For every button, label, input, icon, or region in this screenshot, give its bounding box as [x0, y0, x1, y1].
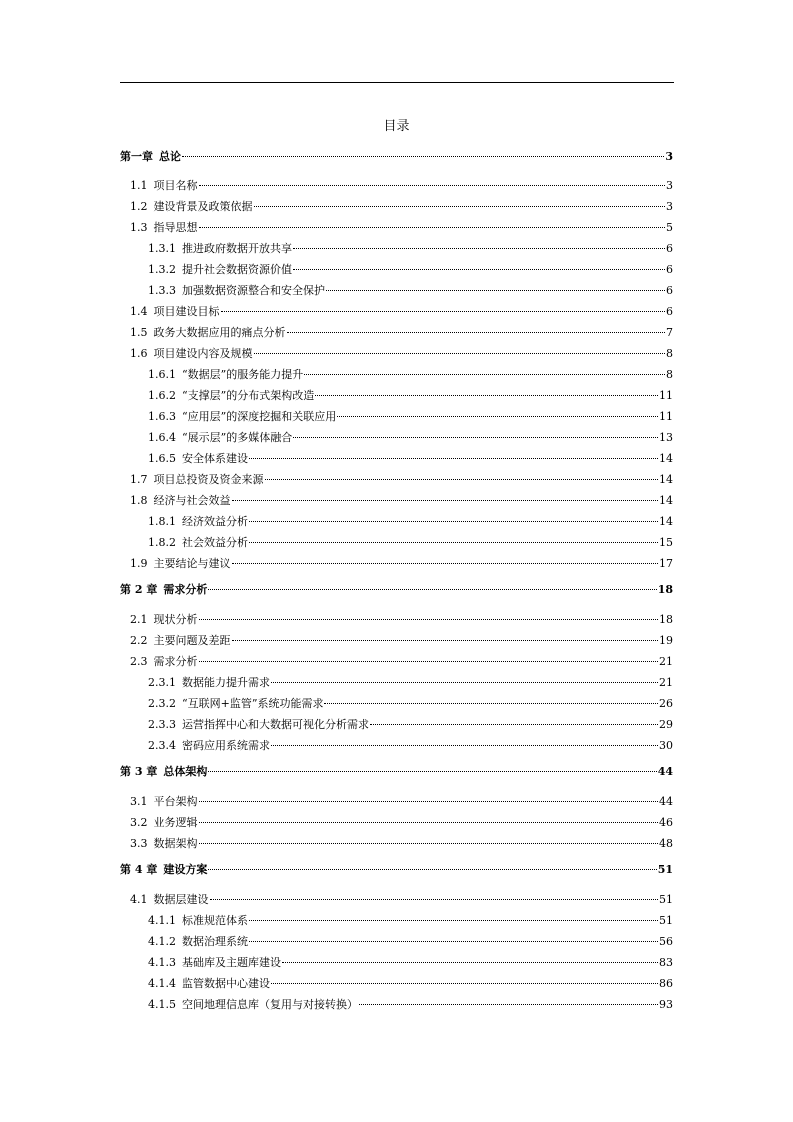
toc-entry-number: 2.3 — [130, 655, 148, 668]
toc-entry-page-number: 26 — [659, 697, 673, 710]
toc-entry-number: 2.3.2 — [148, 697, 176, 710]
toc-entry[interactable] — [148, 282, 673, 299]
toc-entry[interactable] — [130, 611, 673, 628]
toc-entry-page-number: 21 — [659, 655, 673, 668]
toc-title: 目录 — [383, 119, 410, 134]
toc-entry[interactable] — [130, 219, 673, 236]
toc-entry-number: 1.6.2 — [148, 389, 176, 402]
toc-entry-number: 4.1.2 — [148, 935, 176, 948]
toc-entry-number: 1.7 — [130, 473, 148, 486]
toc-entry-title: 项目建设内容及规模 — [153, 347, 253, 360]
toc-entry[interactable] — [130, 177, 673, 194]
toc-dot-leader — [249, 521, 658, 522]
toc-entry-title: “数据层”的服务能力提升 — [182, 368, 304, 381]
toc-entry[interactable] — [148, 737, 673, 754]
toc-entry[interactable] — [148, 996, 673, 1013]
toc-dot-leader — [249, 458, 658, 459]
toc-dot-leader — [232, 563, 659, 564]
toc-entry-title: 运营指挥中心和大数据可视化分析需求 — [182, 718, 369, 731]
toc-entry-title: 数据架构 — [153, 837, 198, 850]
toc-entry-title: “应用层”的深度挖掘和关联应用 — [182, 410, 337, 423]
toc-entry-number: 1.8 — [130, 494, 148, 507]
toc-entry-title: 社会效益分析 — [182, 536, 248, 549]
toc-entry-page-number: 8 — [666, 368, 673, 381]
toc-entry-page-number: 15 — [659, 536, 673, 549]
toc-entry-page-number: 14 — [659, 515, 673, 528]
toc-entry[interactable] — [130, 555, 673, 572]
toc-entry-title: 数据层建设 — [153, 893, 209, 906]
toc-entry-page-number: 3 — [666, 179, 673, 192]
toc-entry-page-number: 21 — [659, 676, 673, 689]
toc-entry-title: 项目名称 — [153, 179, 198, 192]
toc-entry-number: 1.8.1 — [148, 515, 176, 528]
toc-dot-leader — [326, 290, 665, 291]
toc-dot-leader — [370, 724, 658, 725]
toc-entry-number: 1.3.3 — [148, 284, 176, 297]
toc-entry-title: 安全体系建设 — [182, 452, 248, 465]
toc-entry-page-number: 17 — [659, 557, 673, 570]
toc-entry-page-number: 13 — [659, 431, 673, 444]
toc-entry-number: 1.6.3 — [148, 410, 176, 423]
toc-dot-leader — [293, 437, 658, 438]
toc-dot-leader — [199, 661, 659, 662]
toc-entry[interactable] — [148, 674, 673, 691]
toc-entry-page-number: 30 — [659, 739, 673, 752]
toc-entry[interactable] — [148, 695, 673, 712]
toc-dot-leader — [249, 542, 658, 543]
toc-entry-title: 项目建设目标 — [153, 305, 220, 318]
toc-entry-number: 2.3.4 — [148, 739, 176, 752]
toc-entry-number: 1.6 — [130, 347, 148, 360]
toc-dot-leader — [199, 619, 659, 620]
toc-entry-page-number: 14 — [659, 494, 673, 507]
toc-entry-page-number: 18 — [659, 613, 673, 626]
toc-dot-leader — [271, 983, 658, 984]
toc-dot-leader — [208, 771, 656, 772]
toc-entry-title: 总论 — [159, 150, 181, 163]
toc-entry-page-number: 93 — [659, 998, 673, 1011]
toc-entry[interactable] — [148, 954, 673, 971]
toc-entry-title: “展示层”的多媒体融合 — [182, 431, 293, 444]
toc-dot-leader — [254, 206, 666, 207]
toc-dot-leader — [199, 227, 666, 228]
toc-entry-page-number: 46 — [659, 816, 673, 829]
toc-dot-leader — [199, 822, 659, 823]
toc-entry[interactable] — [148, 387, 673, 404]
toc-entry[interactable] — [148, 933, 673, 950]
toc-entry-title: 主要结论与建议 — [153, 557, 231, 570]
toc-entry[interactable] — [148, 975, 673, 992]
toc-entry-page-number: 29 — [659, 718, 673, 731]
toc-entry-title: 建设方案 — [163, 863, 208, 876]
toc-entry-title: 需求分析 — [163, 583, 208, 596]
toc-entry-number: 2.3.1 — [148, 676, 176, 689]
toc-entry-page-number: 14 — [659, 452, 673, 465]
toc-entry[interactable] — [130, 345, 673, 362]
toc-chapter-entry[interactable] — [120, 861, 673, 878]
toc-entry-page-number: 83 — [659, 956, 673, 969]
toc-entry-title: 监管数据中心建设 — [182, 977, 270, 990]
toc-entry-title: 总体架构 — [163, 765, 208, 778]
toc-entry-number: 1.4 — [130, 305, 148, 318]
toc-entry-number: 4.1.5 — [148, 998, 176, 1011]
toc-entry-title: 加强数据资源整合和安全保护 — [182, 284, 325, 297]
toc-entry-page-number: 44 — [657, 765, 673, 778]
toc-dot-leader — [210, 899, 659, 900]
toc-entry-title: 建设背景及政策依据 — [153, 200, 253, 213]
toc-entry[interactable] — [130, 891, 673, 908]
toc-entry-page-number: 44 — [659, 795, 673, 808]
toc-chapter-entry[interactable] — [120, 581, 673, 598]
toc-entry-title: 项目总投资及资金来源 — [153, 473, 264, 486]
toc-dot-leader — [337, 416, 658, 417]
toc-entry-number: 第 3 章 — [120, 765, 158, 778]
toc-entry-title: 业务逻辑 — [153, 816, 198, 829]
toc-entry[interactable] — [130, 814, 673, 831]
toc-dot-leader — [271, 682, 658, 683]
toc-entry[interactable] — [130, 835, 673, 852]
toc-entry-number: 1.6.4 — [148, 431, 176, 444]
toc-entry-page-number: 6 — [666, 263, 673, 276]
toc-entry-page-number: 18 — [657, 583, 673, 596]
toc-chapter-entry[interactable] — [120, 763, 673, 780]
toc-entry-title: 推进政府数据开放共享 — [182, 242, 292, 255]
toc-entry-number: 1.3 — [130, 221, 148, 234]
toc-entry-page-number: 5 — [666, 221, 673, 234]
toc-entry[interactable] — [148, 912, 673, 929]
toc-entry[interactable] — [148, 240, 673, 257]
toc-entry-title: 主要问题及差距 — [153, 634, 231, 647]
toc-dot-leader — [232, 640, 659, 641]
toc-entry-number: 2.1 — [130, 613, 148, 626]
toc-entry-number: 4.1.4 — [148, 977, 176, 990]
toc-entry-page-number: 51 — [657, 863, 673, 876]
toc-entry[interactable] — [130, 324, 673, 341]
toc-entry-title: 基础库及主题库建设 — [182, 956, 281, 969]
toc-dot-leader — [249, 941, 658, 942]
toc-entry[interactable] — [148, 366, 673, 383]
toc-entry-number: 3.3 — [130, 837, 148, 850]
toc-entry[interactable] — [130, 653, 673, 670]
toc-entry-title: 数据能力提升需求 — [182, 676, 270, 689]
toc-dot-leader — [199, 843, 659, 844]
toc-entry-title: 经济效益分析 — [182, 515, 248, 528]
toc-dot-leader — [287, 332, 666, 333]
toc-entry-title: 平台架构 — [153, 795, 198, 808]
toc-entry-number: 4.1.3 — [148, 956, 176, 969]
toc-entry-page-number: 11 — [659, 410, 673, 423]
toc-dot-leader — [293, 269, 665, 270]
toc-entry[interactable] — [148, 429, 673, 446]
toc-dot-leader — [271, 745, 658, 746]
toc-dot-leader — [324, 703, 658, 704]
toc-entry[interactable] — [130, 492, 673, 509]
toc-chapter-entry[interactable] — [120, 148, 673, 165]
toc-dot-leader — [282, 962, 658, 963]
toc-entry-page-number: 6 — [666, 305, 673, 318]
toc-dot-leader — [232, 500, 659, 501]
toc-entry-page-number: 56 — [659, 935, 673, 948]
toc-entry-title: 标准规范体系 — [182, 914, 248, 927]
toc-dot-leader — [199, 185, 666, 186]
toc-entry-number: 1.6.1 — [148, 368, 176, 381]
toc-dot-leader — [293, 248, 665, 249]
toc-entry-number: 2.3.3 — [148, 718, 176, 731]
toc-dot-leader — [182, 156, 664, 157]
toc-entry-page-number: 19 — [659, 634, 673, 647]
toc-entry-page-number: 6 — [666, 242, 673, 255]
toc-entry-page-number: 6 — [666, 284, 673, 297]
toc-entry[interactable] — [130, 303, 673, 320]
toc-entry-title: 空间地理信息库（复用与对接转换） — [182, 998, 358, 1011]
toc-entry-page-number: 51 — [659, 914, 673, 927]
toc-entry-number: 4.1 — [130, 893, 148, 906]
toc-entry-title: 现状分析 — [153, 613, 198, 626]
toc-entry-page-number: 3 — [665, 150, 673, 163]
toc-entry-page-number: 11 — [659, 389, 673, 402]
toc-entry-number: 2.2 — [130, 634, 148, 647]
toc-entry-title: 密码应用系统需求 — [182, 739, 270, 752]
toc-entry-page-number: 14 — [659, 473, 673, 486]
toc-entry-title: 提升社会数据资源价值 — [182, 263, 292, 276]
toc-entry-number: 1.1 — [130, 179, 148, 192]
toc-dot-leader — [208, 869, 656, 870]
toc-entry-number: 4.1.1 — [148, 914, 176, 927]
toc-dot-leader — [304, 374, 665, 375]
toc-entry-number: 第 2 章 — [120, 583, 158, 596]
toc-entry-number: 第 4 章 — [120, 863, 158, 876]
toc-entry-page-number: 51 — [659, 893, 673, 906]
toc-entry-number: 第一章 — [120, 150, 153, 163]
toc-dot-leader — [359, 1004, 658, 1005]
toc-dot-leader — [208, 589, 656, 590]
toc-entry-number: 1.2 — [130, 200, 148, 213]
toc-entry-number: 1.9 — [130, 557, 148, 570]
toc-entry-number: 1.5 — [130, 326, 148, 339]
toc-entry[interactable] — [130, 471, 673, 488]
toc-entry-title: 经济与社会效益 — [153, 494, 231, 507]
toc-entry-number: 3.1 — [130, 795, 148, 808]
toc-entry-number: 1.3.1 — [148, 242, 176, 255]
toc-dot-leader — [265, 479, 659, 480]
toc-entry-page-number: 48 — [659, 837, 673, 850]
toc-dot-leader — [221, 311, 666, 312]
toc-entry-page-number: 8 — [666, 347, 673, 360]
toc-entry-title: 政务大数据应用的痛点分析 — [153, 326, 286, 339]
toc-entry[interactable] — [148, 716, 673, 733]
toc-entry-number: 3.2 — [130, 816, 148, 829]
toc-dot-leader — [254, 353, 666, 354]
toc-dot-leader — [315, 395, 658, 396]
toc-entry-title: 需求分析 — [153, 655, 198, 668]
toc-entry[interactable] — [148, 261, 673, 278]
toc-entry[interactable] — [148, 450, 673, 467]
toc-entry[interactable] — [130, 198, 673, 215]
toc-entry-number: 1.8.2 — [148, 536, 176, 549]
toc-entry[interactable] — [130, 632, 673, 649]
toc-entry-number: 1.3.2 — [148, 263, 176, 276]
toc-entry[interactable] — [148, 513, 673, 530]
toc-dot-leader — [249, 920, 658, 921]
toc-entry[interactable] — [130, 793, 673, 810]
toc-entry-title: “支撑层”的分布式架构改造 — [182, 389, 315, 402]
toc-entry-page-number: 86 — [659, 977, 673, 990]
toc-entry-number: 1.6.5 — [148, 452, 176, 465]
toc-entry-title: “互联网+监管”系统功能需求 — [182, 697, 324, 710]
toc-entry[interactable] — [148, 408, 673, 425]
toc-entry-title: 指导思想 — [153, 221, 198, 234]
toc-dot-leader — [199, 801, 659, 802]
toc-entry-page-number: 7 — [666, 326, 673, 339]
toc-entry[interactable] — [148, 534, 673, 551]
toc-entry-title: 数据治理系统 — [182, 935, 248, 948]
toc-entry-page-number: 3 — [666, 200, 673, 213]
